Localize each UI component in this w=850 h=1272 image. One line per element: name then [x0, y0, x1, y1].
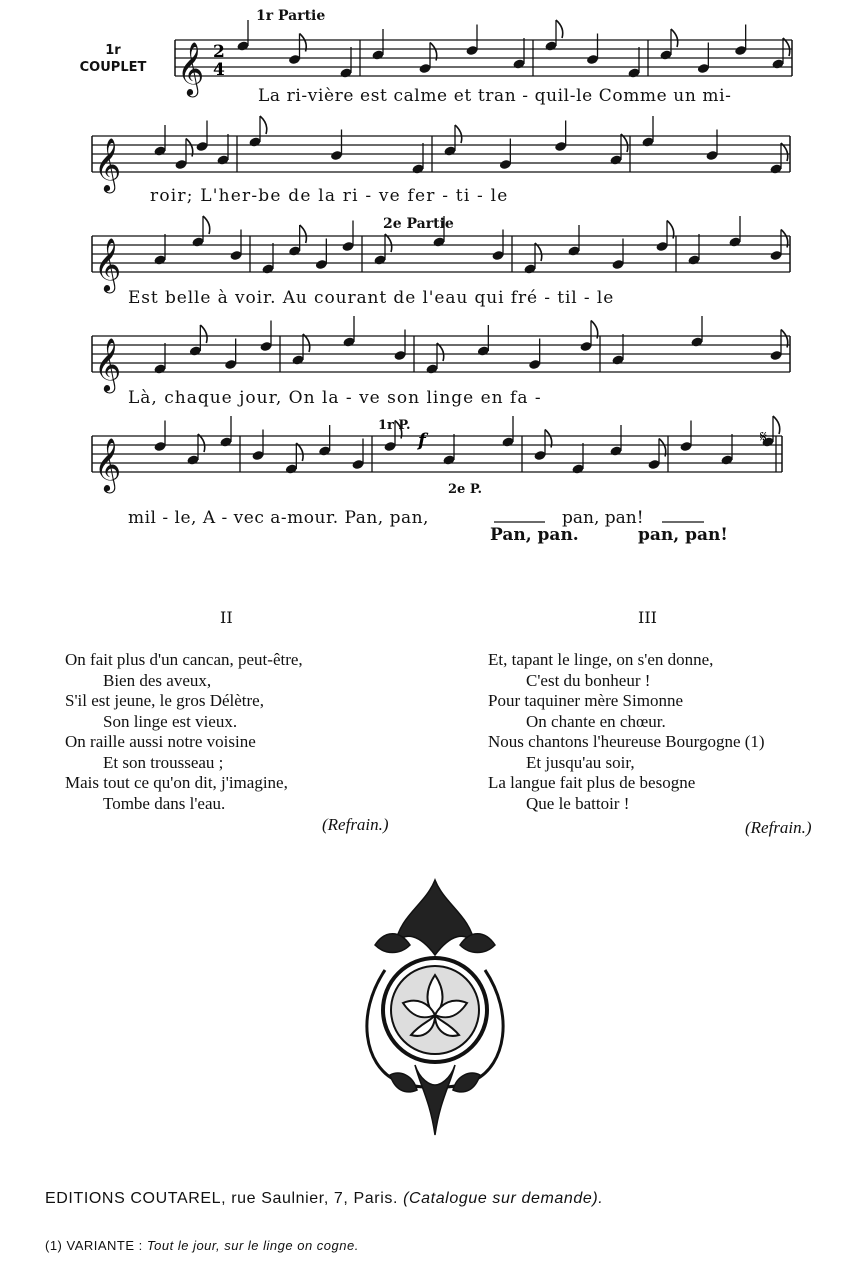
part2-small-label: 2e P. — [448, 482, 482, 497]
lyrics-line-2: roir; L'her-be de la ri - ve fer - ti - le — [150, 186, 509, 206]
note-flag — [781, 143, 788, 161]
segno-icon: 𝄋 — [760, 427, 767, 446]
verse-line: Et, tapant le linge, on s'en donne, — [488, 650, 714, 669]
verse-2-numeral: II — [220, 608, 233, 627]
verse-line: On fait plus d'un cancan, peut-être, — [65, 650, 303, 669]
note-flag — [203, 216, 210, 234]
footnote — [45, 1238, 359, 1253]
lyrics-line-5c: Pan, pan. — [490, 525, 579, 545]
music-score — [0, 0, 850, 560]
lyrics-line-3: Est belle à voir. Au courant de l'eau qui fré - til - le — [128, 288, 615, 308]
lyrics-line-4: Là, chaque jour, On la - ve son linge en fa - — [128, 388, 542, 408]
part1-heading: 1r Partie — [256, 8, 326, 24]
verse-line: La langue fait plus de besogne — [488, 773, 696, 792]
part1-small-label: 1r P. — [378, 418, 411, 433]
treble-clef-icon: 𝄞 — [177, 41, 205, 95]
couplet-number: 1r — [105, 43, 121, 58]
verse-line: S'il est jeune, le gros Délètre, — [65, 691, 264, 710]
verse-line: On chante en chœur. — [526, 711, 666, 731]
note-flag — [303, 334, 310, 352]
treble-clef-icon: 𝄞 — [94, 237, 122, 291]
note-flag — [296, 443, 303, 461]
verse-line: Et jusqu'au soir, — [526, 752, 635, 772]
lyrics-line-5b: pan, pan! — [562, 508, 644, 528]
verse-3-numeral: III — [638, 608, 657, 627]
verse-line: Mais tout ce qu'on dit, j'imagine, — [65, 773, 288, 792]
time-signature-top: 2 — [213, 42, 225, 62]
publisher-line — [45, 1190, 603, 1208]
verse-line: Et son trousseau ; — [103, 752, 224, 772]
floral-ornament — [355, 875, 515, 1140]
part2-heading: 2e Partie — [383, 216, 454, 232]
note-flag — [455, 125, 462, 143]
note-flag — [300, 225, 307, 243]
treble-clef-icon: 𝄞 — [94, 137, 122, 191]
note-flag — [437, 343, 444, 361]
verse-2-text — [65, 650, 303, 814]
publisher-address: EDITIONS COUTAREL, rue Saulnier, 7, Paris. — [45, 1190, 399, 1207]
note-flag — [385, 234, 392, 252]
verse-line: Bien des aveux, — [103, 670, 212, 690]
verse-2-refrain: (Refrain.) — [322, 815, 389, 834]
verse-line: Son linge est vieux. — [103, 711, 238, 731]
note-flag — [260, 116, 267, 134]
verse-line: C'est du bonheur ! — [526, 670, 651, 690]
note-flag — [783, 38, 790, 56]
couplet-label — [68, 42, 158, 76]
note-flag — [671, 29, 678, 47]
verse-line: Que le battoir ! — [526, 793, 630, 813]
note-flag — [621, 134, 628, 152]
verse-line: On raille aussi notre voisine — [65, 732, 256, 751]
verse-line: Tombe dans l'eau. — [103, 793, 226, 813]
note-flag — [556, 20, 563, 38]
verse-line: Pour taquiner mère Simonne — [488, 691, 683, 710]
footnote-text: Tout le jour, sur le linge on cogne. — [146, 1238, 359, 1253]
note-flag — [200, 325, 207, 343]
verse-line: Nous chantons l'heureuse Bourgogne (1) — [488, 732, 765, 751]
catalogue-note: (Catalogue sur demande). — [403, 1190, 604, 1207]
footnote-label: (1) VARIANTE : — [45, 1238, 143, 1253]
note-flag — [773, 416, 780, 434]
couplet-word: COUPLET — [79, 60, 147, 75]
lyrics-line-5a: mil - le, A - vec a-mour. Pan, pan, — [128, 508, 429, 528]
note-flag — [198, 434, 205, 452]
time-signature-bottom: 4 — [213, 60, 225, 80]
lyrics-line-1: La ri-vière est calme et tran - quil-le Comme un mi- — [258, 86, 732, 106]
lyrics-line-5d: pan, pan! — [638, 525, 728, 545]
verse-3-refrain: (Refrain.) — [745, 818, 812, 837]
treble-clef-icon: 𝄞 — [94, 337, 122, 391]
verse-3-text — [488, 650, 765, 814]
treble-clef-icon: 𝄞 — [94, 437, 122, 491]
note-flag — [535, 243, 542, 261]
dynamic-mark: f — [418, 430, 426, 451]
